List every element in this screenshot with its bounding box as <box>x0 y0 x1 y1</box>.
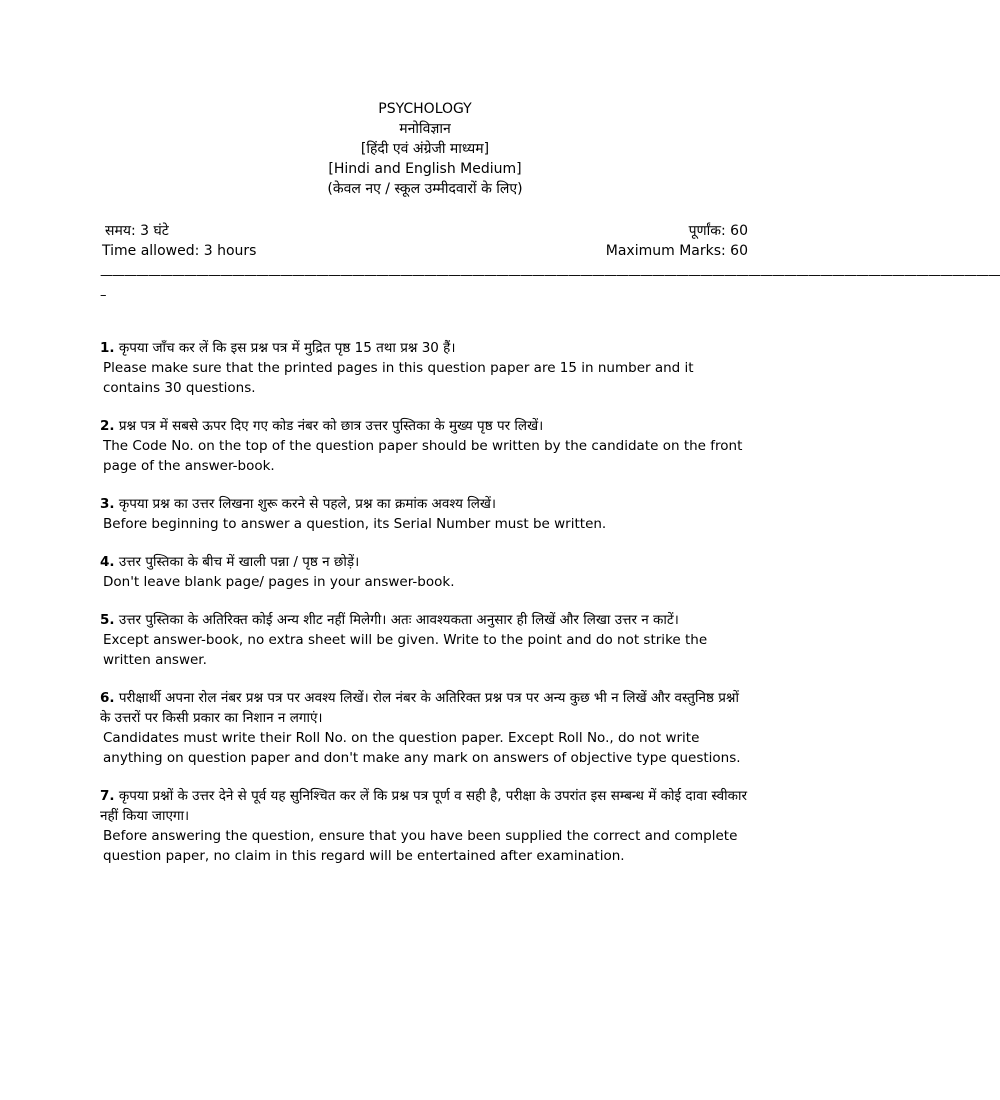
instruction-text-hi: कृपया प्रश्न का उत्तर लिखना शुरू करने से पहले, प्रश्न का क्रमांक अवश्य लिखें। <box>118 496 497 512</box>
instruction-text-en: Please make sure that the printed pages in this question paper are 15 in number and it contains 30 questions. <box>103 360 694 396</box>
marks-hi: पूर्णांक: 60 <box>688 223 748 239</box>
instruction-number: 7. <box>100 788 115 804</box>
time-en: Time allowed: 3 hours <box>102 243 257 259</box>
instruction-number: 4. <box>100 554 115 570</box>
instruction-text-hi: प्रश्न पत्र में सबसे ऊपर दिए गए कोड नंबर को छात्र उत्तर पुस्तिका के मुख्य पृष्ठ पर लिखें। <box>118 418 544 434</box>
meta-row-en <box>102 241 748 261</box>
instruction-text-hi: उत्तर पुस्तिका के बीच में खाली पन्ना / पृष्ठ न छोड़ें। <box>118 554 360 570</box>
instruction-item <box>100 416 750 476</box>
marks-en: Maximum Marks: 60 <box>605 243 748 259</box>
instruction-text-en: Before beginning to answer a question, its Serial Number must be written. <box>103 516 607 532</box>
instruction-text-en: Before answering the question, ensure that you have been supplied the correct and complete question paper, no claim in this regard will be entertained after examination. <box>103 828 738 864</box>
separator-line: ——————————————————————————————————————————————————————————————————————————— <box>100 268 1000 283</box>
subject-title-hi: मनोविज्ञान <box>399 121 451 137</box>
separator-tail: – <box>100 288 107 303</box>
instruction-number: 5. <box>100 612 115 628</box>
paper-header <box>0 99 850 199</box>
instruction-number: 1. <box>100 340 115 356</box>
instruction-text-hi: उत्तर पुस्तिका के अतिरिक्त कोई अन्य शीट नहीं मिलेगी। अतः आवश्यकता अनुसार ही लिखें और लिखा उत्तर न काटें। <box>118 612 679 628</box>
instruction-number: 6. <box>100 690 115 706</box>
subject-title-en: PSYCHOLOGY <box>378 101 472 117</box>
instruction-number: 2. <box>100 418 115 434</box>
instruction-item <box>100 610 750 670</box>
instruction-number: 3. <box>100 496 115 512</box>
instruction-item <box>100 688 750 768</box>
instruction-text-en: The Code No. on the top of the question paper should be written by the candidate on the front page of the answer-book. <box>103 438 743 474</box>
instruction-text-hi: कृपया जाँच कर लें कि इस प्रश्न पत्र में मुद्रित पृष्ठ 15 तथा प्रश्न 30 हैं। <box>118 340 456 356</box>
instruction-text-en: Candidates must write their Roll No. on the question paper. Except Roll No., do not write anything on question paper and don't make any mark on answers of objective type questions. <box>103 730 741 766</box>
time-hi: समय: 3 घंटे <box>105 223 169 239</box>
exam-meta <box>102 221 748 261</box>
medium-hi: [हिंदी एवं अंग्रेजी माध्यम] <box>360 141 490 157</box>
instructions-list <box>100 338 750 884</box>
instruction-text-hi: कृपया प्रश्नों के उत्तर देने से पूर्व यह सुनिश्चित कर लें कि प्रश्न पत्र पूर्ण व सही है, परीक्षा के उपरांत इस सम्बन्ध में कोई दावा स्वीकार नहीं किया जाएगा। <box>100 788 748 824</box>
medium-en: [Hindi and English Medium] <box>328 161 522 177</box>
instruction-text-en: Don't leave blank page/ pages in your answer-book. <box>103 574 455 590</box>
candidates-note-hi: (केवल नए / स्कूल उम्मीदवारों के लिए) <box>327 181 523 197</box>
meta-row-hi <box>102 221 748 241</box>
instruction-item <box>100 786 750 866</box>
instruction-item <box>100 552 750 592</box>
instruction-text-hi: परीक्षार्थी अपना रोल नंबर प्रश्न पत्र पर अवश्य लिखें। रोल नंबर के अतिरिक्त प्रश्न पत्र पर अन्य कुछ भी न लिखें और वस्तुनिष्ठ प्रश्नों के उत्तरों पर किसी प्रकार का निशान न लगाएं। <box>100 690 739 726</box>
instruction-item <box>100 494 750 534</box>
instruction-text-en: Except answer-book, no extra sheet will be given. Write to the point and do not strike the written answer. <box>103 632 708 668</box>
instruction-item <box>100 338 750 398</box>
